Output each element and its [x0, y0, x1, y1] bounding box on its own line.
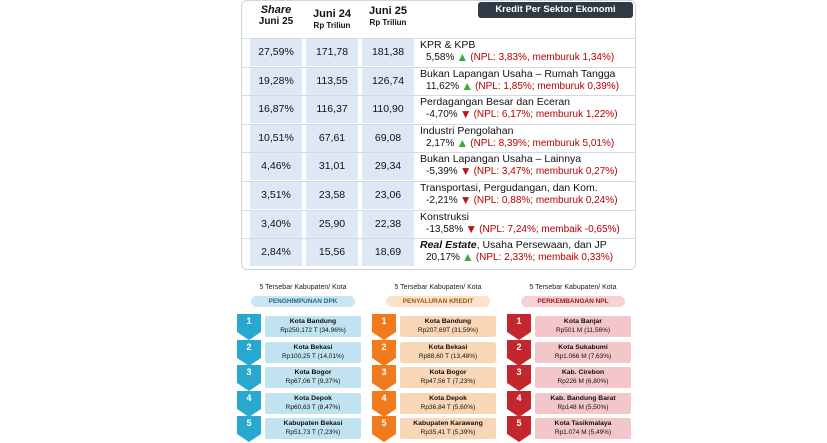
jun24-cell: 23,58 [306, 182, 358, 209]
rank-chevron-icon [372, 365, 396, 391]
rank-value: Rp35,41 T (5,39%) [420, 429, 476, 436]
growth-value: 2,17% [426, 137, 455, 149]
sector-name: Industri Pengolahan [420, 124, 514, 137]
rank-chevron-icon [237, 340, 261, 366]
share-cell: 3,40% [250, 211, 302, 238]
rank-box [535, 393, 631, 414]
npl-text: (NPL: 3,47%; memburuk 0,27%) [473, 166, 618, 178]
growth-line [426, 221, 620, 236]
rank-number: 2 [381, 341, 387, 352]
credit-sector-table [241, 0, 636, 270]
growth-line [426, 135, 615, 150]
npl-text: (NPL: 6,17%; memburuk 1,22%) [473, 109, 618, 121]
rank-item [372, 416, 504, 440]
table-row [242, 210, 635, 238]
rank-box [535, 418, 631, 439]
rank-chevron-icon [372, 391, 396, 417]
rank-box [400, 418, 496, 439]
rank-value: Rp88,60 T (13,48%) [418, 352, 478, 360]
rank-item [507, 416, 639, 440]
rank-name: Kota Bandung [424, 318, 472, 325]
rank-chevron-icon [372, 314, 396, 340]
rank-box [400, 393, 496, 414]
rank-name: Kota Bogor [429, 369, 467, 376]
arrow-down-icon: ▼ [465, 221, 478, 236]
growth-line [426, 252, 613, 263]
jun25-cell: 23,06 [362, 182, 414, 209]
header-jun24-line1: Juni 24 [313, 8, 351, 20]
jun25-cell: 110,90 [362, 96, 414, 123]
rank-chevron-icon [372, 340, 396, 366]
rank-name: Kota Depok [429, 394, 467, 402]
share-cell: 10,51% [250, 125, 302, 152]
rank-value: Rp51,73 T (7,23%) [285, 429, 341, 436]
rank-name: Kota Banjar [563, 318, 603, 325]
arrow-up-icon: ▲ [456, 50, 469, 64]
rank-number: 3 [381, 367, 387, 377]
section-pill: PENYALURAN KREDIT [386, 296, 490, 307]
jun25-cell: 18,69 [362, 239, 414, 266]
sector-name: KPR & KPB [420, 39, 476, 51]
rank-chevron-icon [507, 340, 531, 366]
rank-item [372, 340, 504, 364]
header-jun25-line1: Juni 25 [369, 5, 407, 17]
arrow-up-icon: ▲ [456, 135, 469, 150]
rank-item [372, 314, 504, 338]
jun25-cell: 69,08 [362, 125, 414, 152]
sector-name: Transportasi, Pergudangan, dan Kom. [420, 182, 598, 194]
rank-value: Rp60,63 T (8,47%) [285, 403, 341, 411]
rank-name: Kota Bekasi [293, 343, 333, 351]
rank-box [535, 342, 631, 363]
table-row [242, 124, 635, 152]
sector-name: Real Estate, Usaha Persewaan, dan JP [420, 239, 607, 252]
growth-line [426, 109, 618, 120]
section-pill: PENGHIMPUNAN DPK [251, 296, 355, 307]
section-npl [507, 284, 639, 443]
table-row [242, 181, 635, 209]
sector-name: Bukan Lapangan Usaha – Rumah Tangga [420, 67, 616, 80]
share-cell: 27,59% [250, 39, 302, 66]
rank-number: 3 [516, 367, 522, 377]
rank-item [507, 365, 639, 389]
rank-box [400, 316, 496, 337]
npl-text: (NPL: 0,88%; memburuk 0,24%) [473, 195, 618, 206]
sector-name: Konstruksi [420, 210, 470, 223]
rank-chevron-icon [237, 391, 261, 417]
rank-number: 5 [381, 418, 387, 428]
table-row [242, 38, 635, 66]
growth-value: 20,17% [426, 252, 460, 264]
share-cell: 4,46% [250, 153, 302, 180]
rank-number: 5 [246, 418, 252, 428]
share-cell: 3,51% [250, 182, 302, 209]
arrow-up-icon: ▲ [461, 250, 474, 265]
table-row [242, 238, 635, 266]
share-cell: 16,87% [250, 96, 302, 123]
rank-chevron-icon [507, 416, 531, 442]
growth-line [426, 52, 614, 63]
rank-name: Kabupaten Bekasi [283, 420, 343, 427]
section-dpk [237, 284, 369, 443]
rank-name: Kota Depok [294, 394, 332, 402]
rank-box [535, 316, 631, 337]
arrow-up-icon: ▲ [461, 78, 474, 93]
table-row [242, 67, 635, 95]
rank-chevron-icon [237, 314, 261, 340]
npl-text: (NPL: 7,24%; membaik -0,65%) [479, 223, 620, 235]
rank-chevron-icon [372, 416, 396, 442]
rank-number: 4 [381, 392, 387, 403]
rank-value: Rp100,25 T (14,01%) [282, 352, 344, 360]
rank-item [507, 340, 639, 364]
growth-line [426, 195, 618, 206]
growth-value: -5,39% [426, 166, 458, 178]
rank-box [265, 393, 361, 414]
rank-box [265, 316, 361, 337]
rank-number: 2 [516, 341, 522, 352]
rank-number: 4 [516, 392, 522, 403]
npl-text: (NPL: 1,85%; memburuk 0,39%) [475, 80, 620, 92]
jun25-cell: 181,38 [362, 39, 414, 66]
sector-name: Bukan Lapangan Usaha – Lainnya [420, 153, 582, 166]
rank-item [372, 365, 504, 389]
rank-box [265, 342, 361, 363]
header-share-line2: Juni 25 [258, 16, 294, 27]
jun24-cell: 31,01 [306, 153, 358, 180]
jun24-cell: 113,55 [306, 68, 358, 95]
growth-value: -2,21% [426, 195, 458, 206]
table-title: Kredit Per Sektor Ekonomi [478, 2, 633, 18]
rank-value: Rp36,84 T (5,60%) [420, 403, 476, 411]
growth-value: -4,70% [426, 109, 458, 121]
rank-box [265, 418, 361, 439]
rank-value: Rp501 M (11,56%) [555, 327, 611, 334]
rank-value: Rp1.066 M (7,63%) [554, 352, 612, 360]
rank-number: 1 [381, 316, 387, 326]
table-row [242, 95, 635, 123]
rank-item [237, 416, 369, 440]
npl-text: (NPL: 2,33%; membaik 0,33%) [475, 252, 614, 264]
rank-value: Rp207,69T (31,59%) [417, 327, 479, 334]
rank-name: Kota Bekasi [428, 343, 468, 351]
rank-item [237, 365, 369, 389]
share-cell: 19,28% [250, 68, 302, 95]
rank-item [237, 314, 369, 338]
rank-chevron-icon [237, 365, 261, 391]
section-title: 5 Tersebar Kabupaten/ Kota [259, 284, 347, 291]
arrow-down-icon: ▼ [459, 164, 472, 179]
growth-value: 5,58% [426, 52, 455, 63]
rank-name: Kab. Cirebon [561, 369, 605, 376]
header-jun25-unit: Rp Triliun [369, 18, 407, 27]
arrow-down-icon: ▼ [459, 193, 472, 207]
rank-box [265, 367, 361, 388]
rank-name: Kota Tasikmalaya [554, 420, 612, 427]
rank-chevron-icon [507, 314, 531, 340]
sector-name: Perdagangan Besar dan Eceran [420, 96, 571, 109]
header-jun24 [306, 4, 358, 32]
jun24-cell: 116,37 [306, 96, 358, 123]
rank-item [237, 391, 369, 415]
rank-name: Kabupaten Karawang [413, 420, 483, 427]
rank-name: Kota Bogor [294, 369, 332, 376]
jun24-cell: 25,90 [306, 211, 358, 238]
growth-line [426, 78, 620, 93]
table-header [242, 1, 635, 38]
jun24-cell: 171,78 [306, 39, 358, 66]
npl-text: (NPL: 3,83%, memburuk 1,34%) [470, 52, 615, 63]
jun24-cell: 67,61 [306, 125, 358, 152]
section-title: 5 Tersebar Kabupaten/ Kota [394, 284, 482, 291]
rank-value: Rp226 M (6,80%) [557, 378, 609, 385]
jun25-cell: 29,34 [362, 153, 414, 180]
rank-value: Rp1.074 M (5,49%) [554, 429, 612, 436]
rank-item [237, 340, 369, 364]
rank-value: Rp67,06 T (9,37%) [285, 378, 341, 385]
jun24-cell: 15,56 [306, 239, 358, 266]
header-share [250, 4, 302, 28]
share-cell: 2,84% [250, 239, 302, 266]
header-jun25 [362, 4, 414, 29]
rank-name: Kota Sukabumi [558, 343, 608, 351]
rank-item [372, 391, 504, 415]
rank-number: 5 [516, 418, 522, 428]
rank-number: 4 [246, 392, 252, 403]
section-title: 5 Tersebar Kabupaten/ Kota [529, 284, 617, 291]
growth-value: -13,58% [426, 223, 464, 235]
rank-number: 1 [246, 316, 252, 326]
arrow-down-icon: ▼ [459, 107, 472, 122]
rank-box [400, 342, 496, 363]
rank-box [400, 367, 496, 388]
header-share-line1: Share [260, 4, 292, 16]
section-kredit [372, 284, 504, 443]
rank-box [535, 367, 631, 388]
rank-chevron-icon [507, 365, 531, 391]
rank-name: Kota Bandung [289, 318, 337, 325]
rank-chevron-icon [507, 391, 531, 417]
npl-text: (NPL: 8,39%; memburuk 5,01%) [470, 137, 615, 149]
table-row [242, 152, 635, 180]
rank-number: 3 [246, 367, 252, 377]
rank-value: Rp250,172 T (34,96%) [280, 327, 346, 334]
rank-item [507, 391, 639, 415]
jun25-cell: 22,38 [362, 211, 414, 238]
growth-line [426, 166, 618, 177]
rank-value: Rp148 M (5,50%) [557, 403, 609, 411]
growth-value: 11,62% [426, 80, 460, 92]
rank-name: Kab. Bandung Barat [550, 394, 616, 402]
rank-chevron-icon [237, 416, 261, 442]
header-jun24-unit: Rp Triliun [313, 21, 351, 30]
jun25-cell: 126,74 [362, 68, 414, 95]
rank-item [507, 314, 639, 338]
rank-value: Rp47,56 T (7,23%) [420, 378, 476, 385]
rank-number: 1 [516, 316, 522, 326]
rank-number: 2 [246, 341, 252, 352]
section-pill: PERKEMBANGAN NPL [521, 296, 625, 307]
